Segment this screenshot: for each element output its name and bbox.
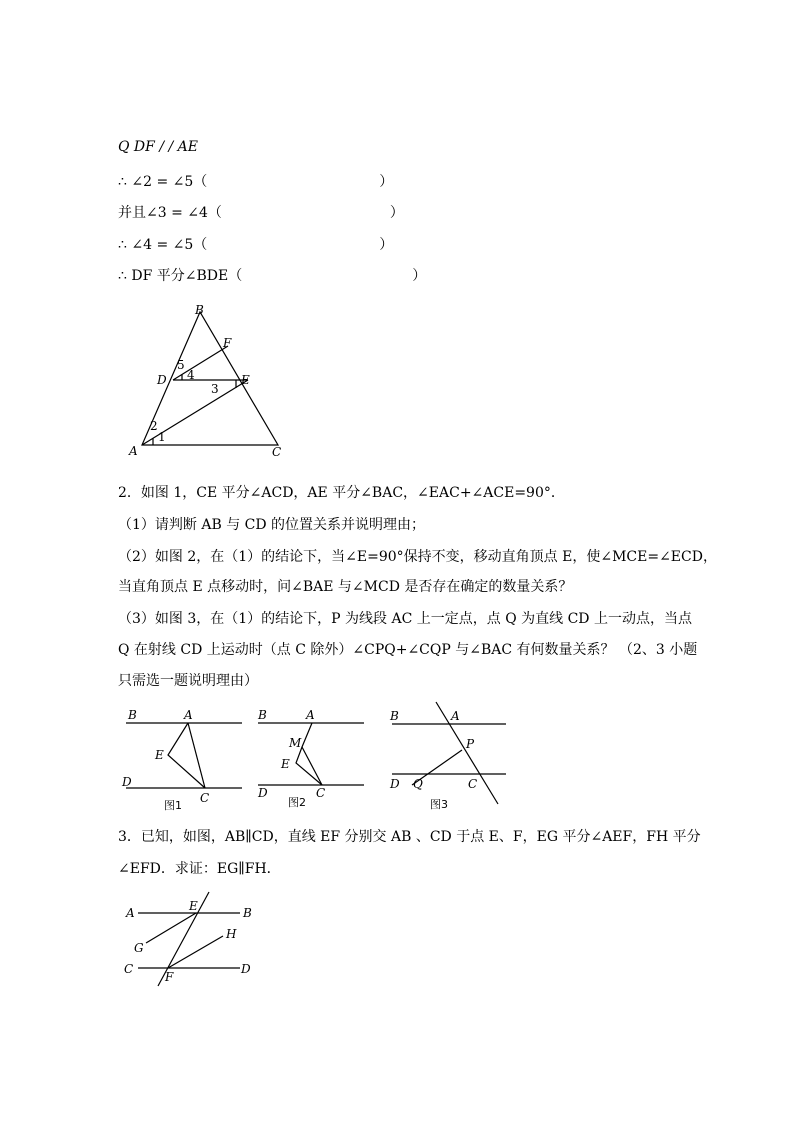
angle-label-1: 1 [158, 430, 166, 444]
fig1-label-c: C [200, 791, 210, 805]
angle-label-2: 2 [150, 419, 158, 433]
proof-step-4-close: ） [412, 268, 427, 284]
segment-mc [302, 747, 322, 785]
figure-1 [118, 705, 248, 813]
fig3-label-p: P [466, 737, 475, 751]
proof-step-1 [118, 171, 393, 191]
proof-step-2-text: 并且∠3 = ∠4（ [118, 205, 222, 221]
q3-label-h: H [226, 927, 237, 941]
proof-given: Q DF / / AE [118, 139, 198, 155]
q2-part2-line1: （2）如图 2，在（1）的结论下，当∠E=90°保持不变，移动直角顶点 E，使∠MCE=∠ECD， [118, 549, 717, 565]
label-e: E [241, 373, 250, 387]
q3-label-f: F [165, 970, 174, 984]
fig1-caption: 图1 [164, 799, 182, 812]
fig3-caption: 图3 [430, 798, 448, 811]
fig2-caption: 图2 [288, 796, 306, 809]
proof-step-2 [118, 202, 404, 222]
q2-part2-line2: 当直角顶点 E 点移动时，问∠BAE 与∠MCD 是否存在确定的数量关系？ [118, 579, 573, 595]
figure-2 [254, 705, 369, 813]
q3-label-b: B [243, 906, 252, 920]
q3-label-g: G [134, 941, 144, 955]
q3-stem-line1: 3．已知，如图，AB∥CD，直线 EF 分别交 AB 、CD 于点 E、F，EG 平分∠AEF，FH 平分 [118, 829, 701, 845]
fig2-label-m: M [289, 736, 302, 750]
proof-step-4 [118, 265, 426, 285]
q3-stem-line2: ∠EFD．求证：EG∥FH． [118, 861, 281, 877]
q2-part3-line3: 只需选一题说明理由） [118, 673, 258, 689]
fig3-label-c: C [468, 777, 478, 791]
q3-label-c: C [124, 962, 134, 976]
label-b: B [195, 303, 204, 317]
triangle-figure [120, 300, 300, 465]
q2-part1: （1）请判断 AB 与 CD 的位置关系并说明理由； [118, 517, 426, 533]
fig2-label-a: A [306, 708, 315, 722]
proof-step-2-close: ） [389, 205, 404, 221]
fig3-label-d: D [390, 777, 400, 791]
angle-label-3: 3 [211, 382, 219, 396]
q2-part3-line1: （3）如图 3，在（1）的结论下，P 为线段 AC 上一定点，点 Q 为直线 CD 上一动点，当点 [118, 611, 692, 627]
transversal-ac [436, 702, 498, 804]
q2-stem: 2．如图 1，CE 平分∠ACD，AE 平分∠BAC，∠EAC+∠ACE=90°． [118, 485, 565, 501]
proof-step-3-close: ） [379, 237, 394, 253]
fig3-label-a: A [451, 709, 460, 723]
fig2-label-c: C [316, 786, 326, 800]
label-a: A [129, 444, 138, 458]
q3-label-a: A [126, 906, 135, 920]
q3-label-e: E [189, 899, 198, 913]
fig1-label-d: D [122, 775, 132, 789]
figure-3 [386, 700, 511, 812]
fig2-label-e: E [281, 757, 290, 771]
fig2-label-b: B [258, 708, 267, 722]
fig1-label-b: B [128, 708, 137, 722]
path-a-e-c [168, 723, 205, 788]
fig1-label-e: E [155, 748, 164, 762]
proof-step-1-text: ∴ ∠2 = ∠5（ [118, 174, 208, 190]
proof-step-1-close: ） [379, 174, 394, 190]
proof-step-4-text: ∴ DF 平分∠BDE（ [118, 268, 243, 284]
proof-step-3 [118, 234, 393, 254]
proof-step-3-text: ∴ ∠4 = ∠5（ [118, 237, 208, 253]
q3-label-d: D [241, 962, 251, 976]
fig3-label-q: Q [413, 777, 423, 791]
fig1-label-a: A [184, 708, 193, 722]
ray-eg [146, 913, 196, 943]
fig2-label-d: D [258, 786, 268, 800]
path-a-m-e-c [296, 723, 322, 785]
figure-q3 [118, 886, 268, 991]
label-c: C [272, 445, 282, 459]
angle-label-5: 5 [177, 358, 185, 372]
label-d: D [157, 373, 167, 387]
label-f: F [223, 336, 232, 350]
q2-part3-line2: Q 在射线 CD 上运动时（点 C 除外）∠CPQ+∠CQP 与∠BAC 有何数量关系？ （2、3 小题 [118, 642, 698, 658]
segment-ac [188, 723, 205, 788]
fig3-label-b: B [390, 709, 399, 723]
angle-label-4: 4 [187, 368, 195, 382]
